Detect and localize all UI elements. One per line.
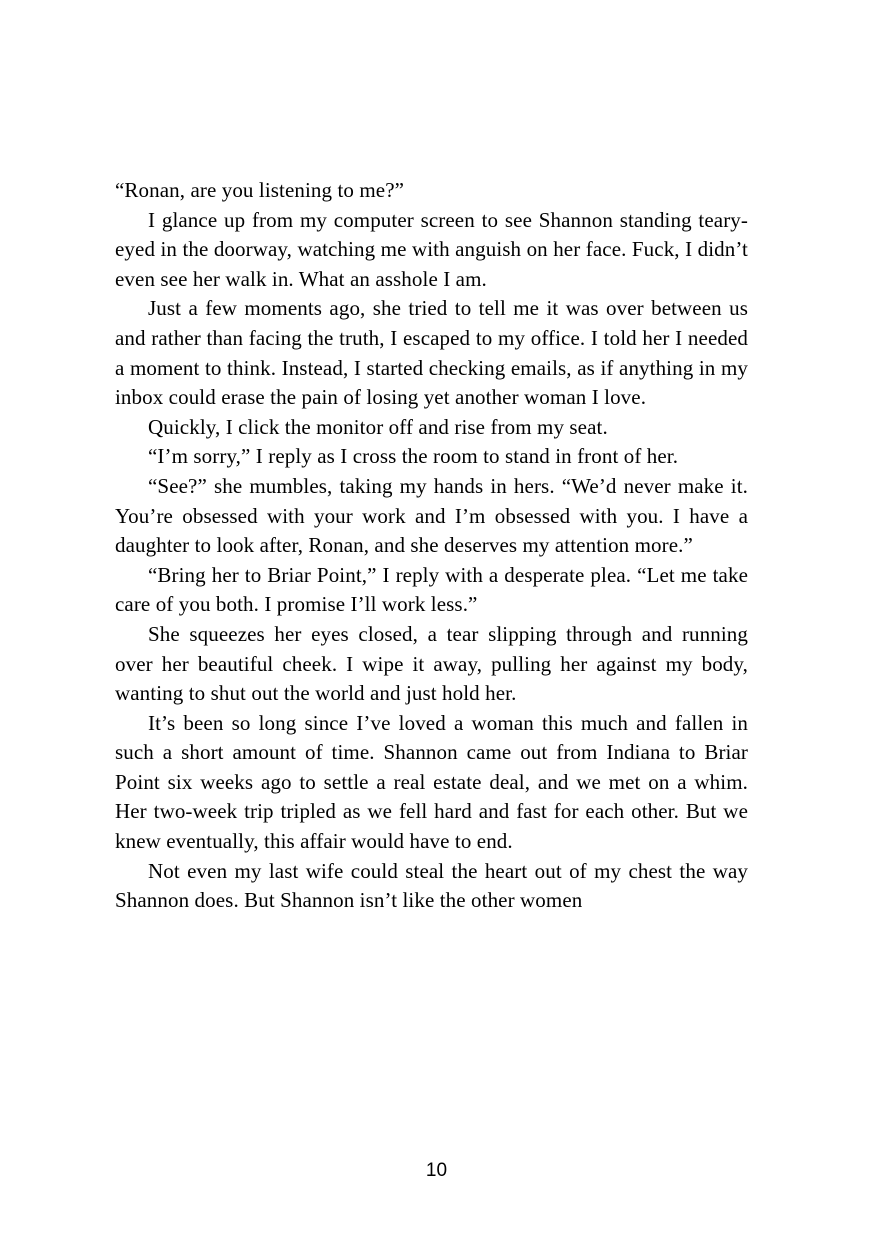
paragraph: She squeezes her eyes closed, a tear slipping through and running over her beautiful cheek. I wipe it away, pulling her against my body, wanting to shut out the world and just hold her. [115, 621, 748, 706]
paragraph: Just a few moments ago, she tried to tell me it was over between us and rather than facing the truth, I escaped to my office. I told her I needed a moment to think. Instead, I started checking emails, as if anything in my inbox could erase the pain of losing yet another woman I love. [115, 296, 748, 410]
paragraph: “Ronan, are you listening to me?” [115, 178, 405, 202]
paragraph: “See?” she mumbles, taking my hands in hers. “We’d never make it. You’re obsessed with your work and I’m obsessed with you. I have a daughter to look after, Ronan, and she deserves my attention more.” [115, 473, 748, 558]
paragraph: “Bring her to Briar Point,” I reply with a desperate plea. “Let me take care of you both. I promise I’ll work less.” [115, 562, 748, 617]
paragraph: Not even my last wife could steal the heart out of my chest the way Shannon does. But Shannon isn’t like the other women [115, 858, 748, 913]
page-number: 10 [425, 1160, 448, 1181]
paragraph: I glance up from my computer screen to see Shannon standing teary-eyed in the doorway, watching me with anguish on her face. Fuck, I didn’t even see her walk in. What an asshole I am. [115, 207, 748, 291]
paragraph: “I’m sorry,” I reply as I cross the room to stand in front of her. [148, 444, 679, 469]
paragraph: It’s been so long since I’ve loved a woman this much and fallen in such a short amount of time. Shannon came out from Indiana to Briar Point six weeks ago to settle a real estate deal, and we met on a whim. Her two-week trip tripled as we fell hard and fast for each other. But we knew eventually, this affair would have to end. [115, 710, 748, 854]
page-text [115, 176, 748, 916]
paragraph: Quickly, I click the monitor off and rise from my seat. [148, 414, 608, 439]
